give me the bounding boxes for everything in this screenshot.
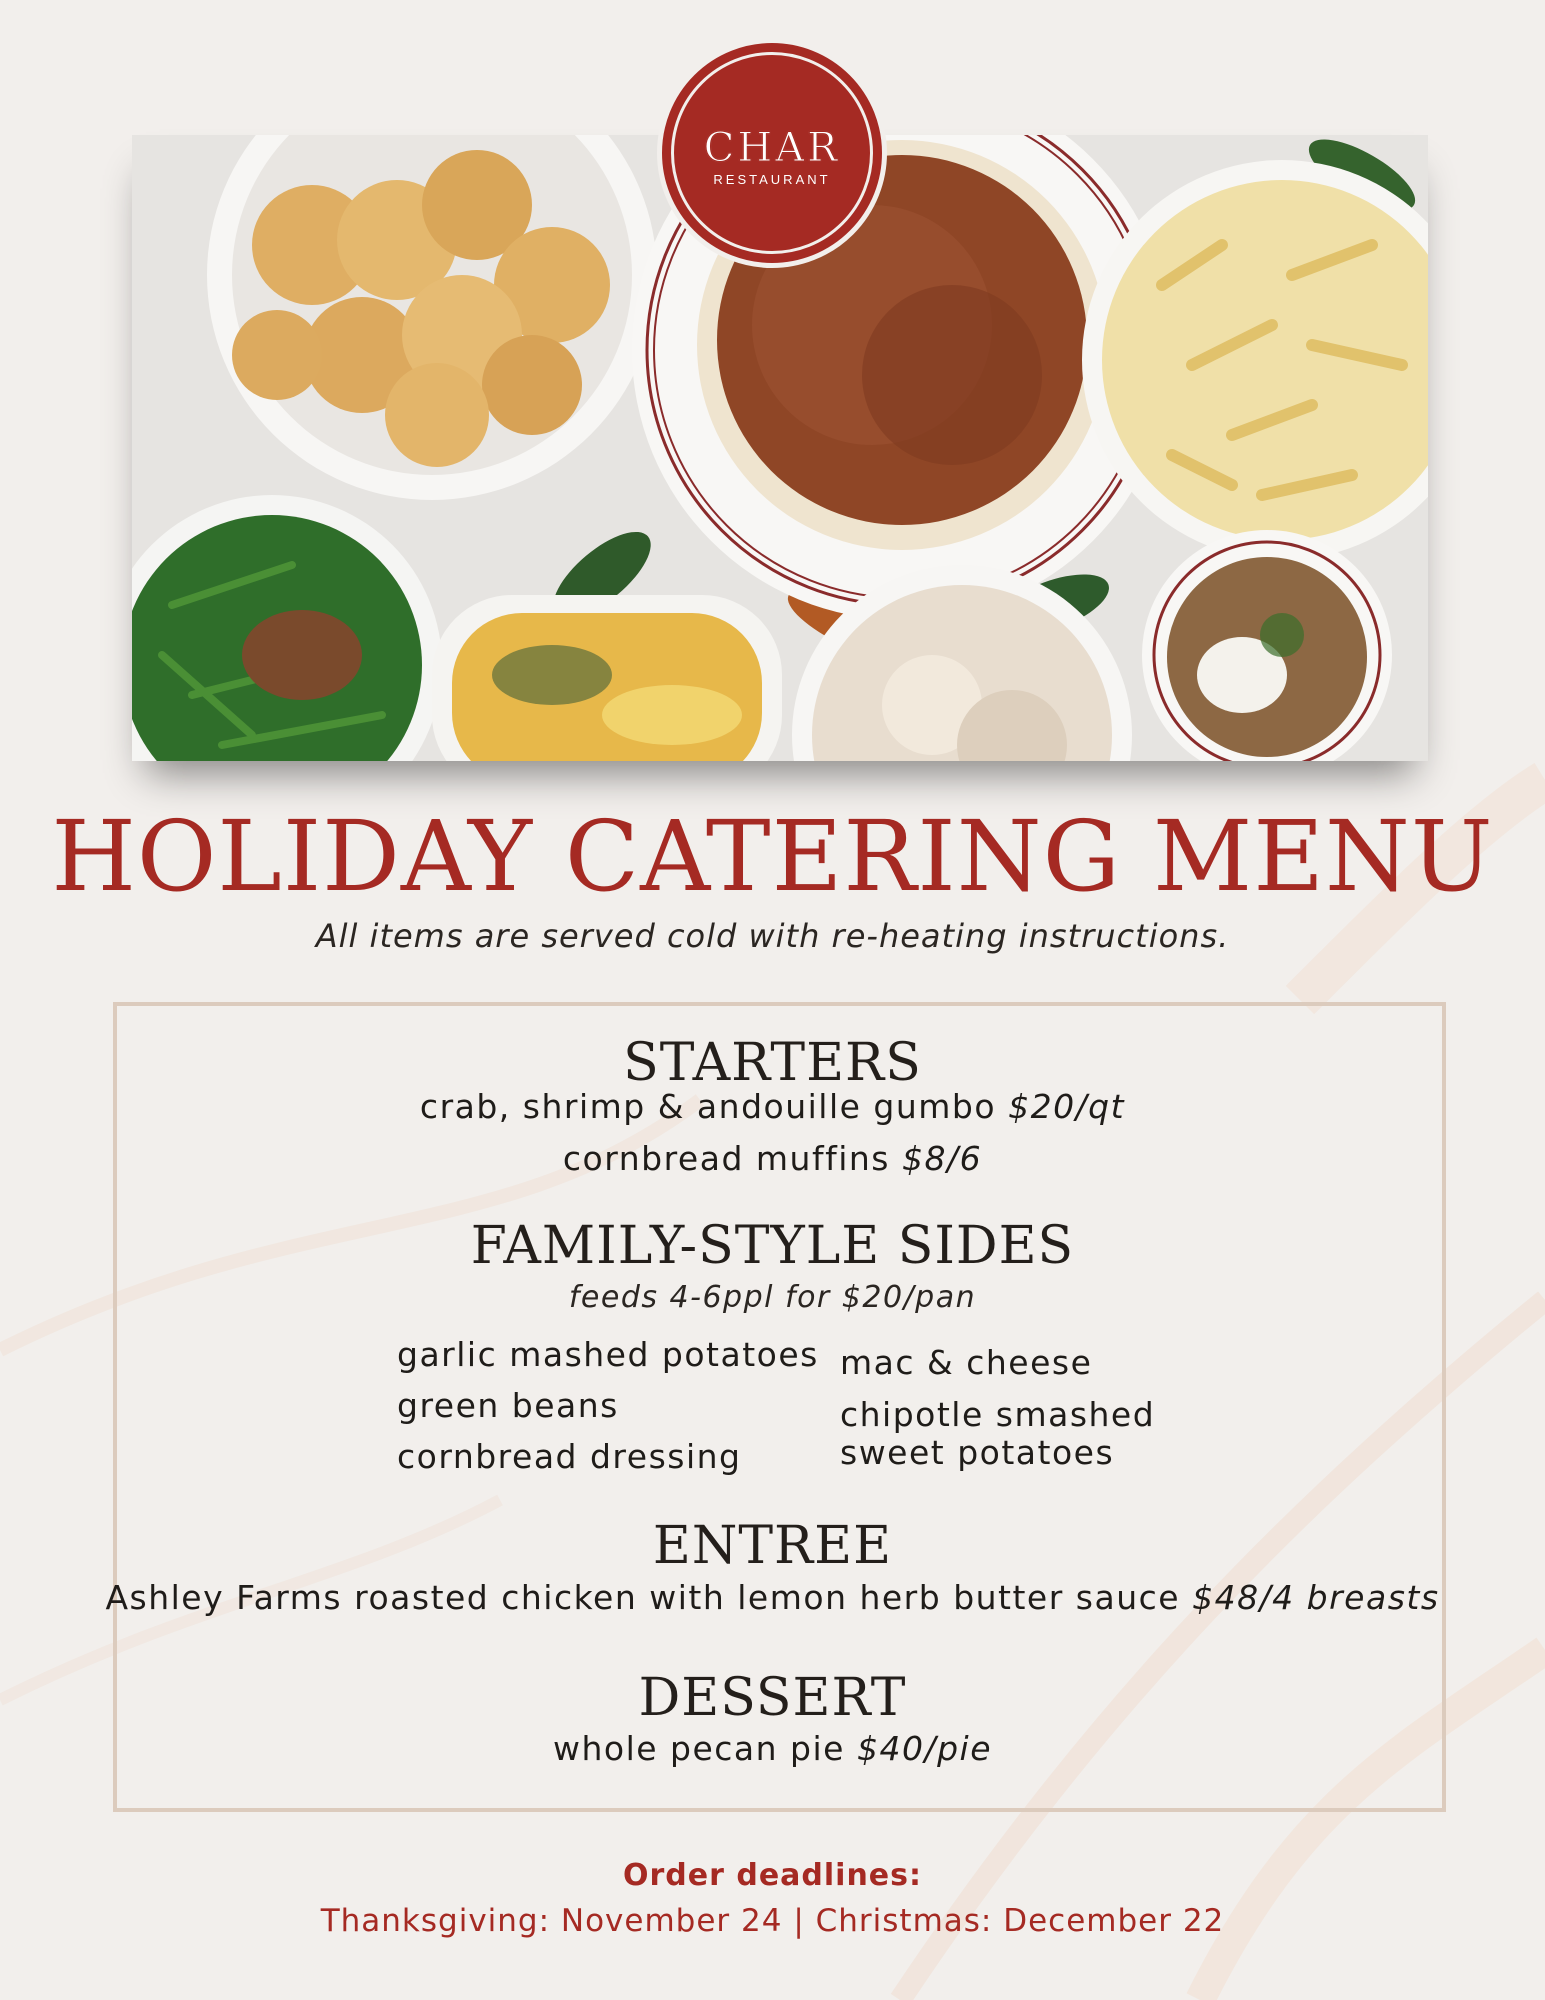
side-item: mac & cheese [840, 1343, 1093, 1382]
page-title: HOLIDAY CATERING MENU [51, 800, 1494, 913]
starter-item [0, 1087, 1545, 1126]
entree-item-price: $48/4 breasts [1192, 1578, 1440, 1617]
starter-item-name: cornbread muffins [562, 1139, 890, 1178]
entree-item-name: Ashley Farms roasted chicken with lemon herb butter sauce [105, 1578, 1181, 1617]
dessert-item-price: $40/pie [856, 1729, 993, 1768]
entree-item [0, 1578, 1545, 1617]
side-item: chipotle smashed [840, 1395, 1156, 1434]
deadline-heading: Order deadlines: [622, 1858, 923, 1893]
side-item: garlic mashed potatoes [397, 1335, 819, 1374]
dessert-heading: DESSERT [638, 1668, 907, 1728]
entree-heading: ENTREE [652, 1516, 893, 1576]
starters-heading: STARTERS [623, 1033, 922, 1093]
side-item: green beans [397, 1386, 619, 1425]
sides-note: feeds 4-6ppl for $20/pan [568, 1280, 977, 1315]
dessert-item [0, 1729, 1545, 1768]
logo-ring [671, 52, 873, 254]
restaurant-logo [657, 38, 887, 268]
dessert-item-name: whole pecan pie [552, 1729, 845, 1768]
starter-item-price: $8/6 [901, 1139, 983, 1178]
starter-item-price: $20/qt [1008, 1087, 1126, 1126]
side-item: cornbread dressing [397, 1437, 742, 1476]
logo-name: CHAR [703, 124, 841, 171]
logo-subtitle: RESTAURANT [713, 171, 831, 187]
side-item: sweet potatoes [840, 1433, 1115, 1472]
starter-item-name: crab, shrimp & andouille gumbo [419, 1087, 997, 1126]
sides-heading: FAMILY-STYLE SIDES [470, 1216, 1075, 1276]
deadline-dates: Thanksgiving: November 24 | Christmas: December 22 [320, 1903, 1225, 1939]
starter-item [0, 1139, 1545, 1178]
page-subtitle: All items are served cold with re-heating instructions. [315, 917, 1230, 955]
